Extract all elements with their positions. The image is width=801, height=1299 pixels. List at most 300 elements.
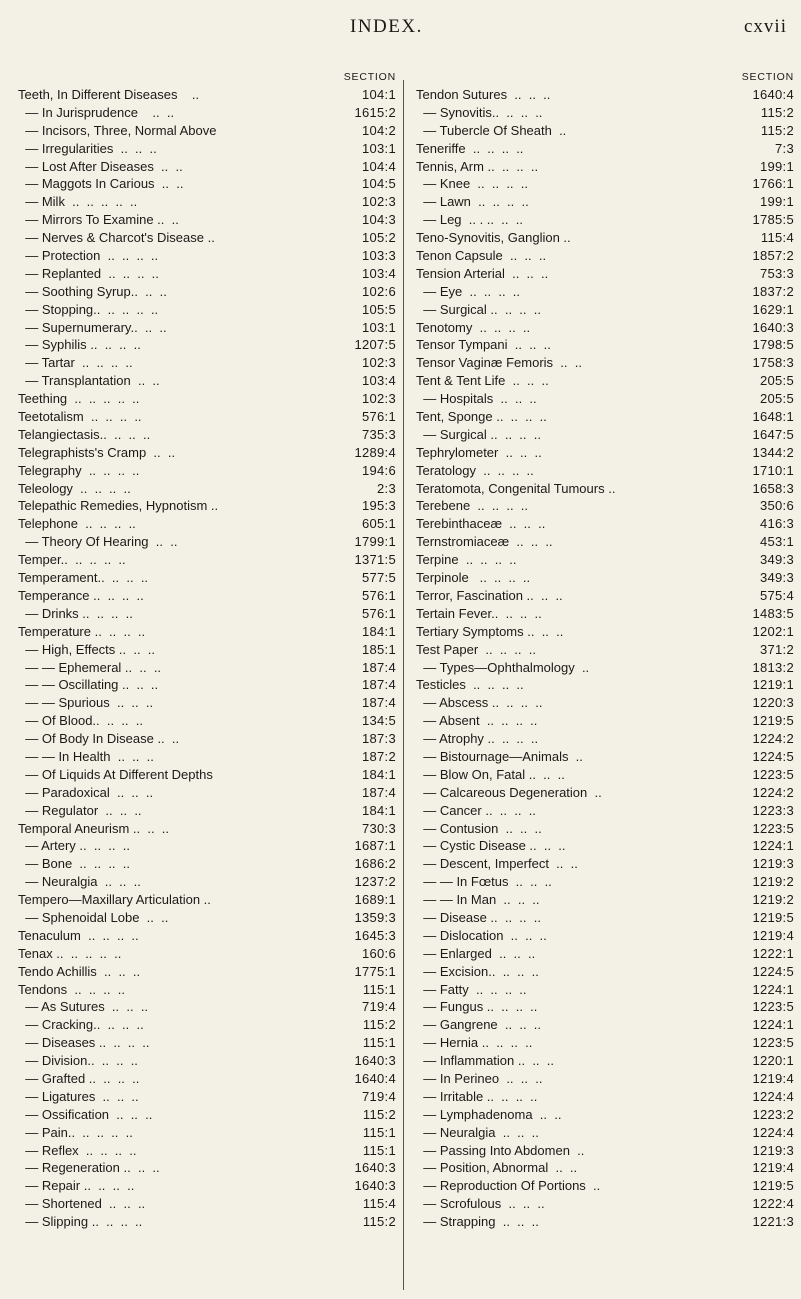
- index-entry: [18, 1016, 396, 1034]
- section-reference: 1222:1: [752, 945, 794, 961]
- index-entry: [18, 390, 396, 408]
- section-reference: 104:2: [361, 122, 396, 138]
- section-reference: 115:1: [362, 981, 396, 997]
- section-reference: 105:2: [361, 230, 396, 246]
- section-reference: 187:3: [361, 731, 396, 747]
- section-reference: 187:4: [361, 677, 396, 693]
- index-term: — Stopping.. .. .. .. ..: [18, 301, 159, 317]
- index-term: — Artery .. .. .. ..: [18, 838, 130, 854]
- section-reference: 1758:3: [752, 355, 794, 371]
- index-term: — Surgical .. .. .. ..: [416, 301, 541, 317]
- section-reference: 1224:1: [752, 1017, 794, 1033]
- section-reference: 115:1: [362, 1124, 396, 1140]
- index-entry: [416, 319, 794, 337]
- index-entry: [18, 354, 396, 372]
- index-term: — Disease .. .. .. ..: [416, 909, 541, 925]
- index-term: — Enlarged .. .. ..: [416, 945, 536, 961]
- index-term: — Dislocation .. .. ..: [416, 927, 547, 943]
- section-reference: 1219:2: [752, 892, 794, 908]
- index-term: — Hernia .. .. .. ..: [416, 1035, 533, 1051]
- index-term: — — In Fœtus .. .. ..: [416, 874, 552, 890]
- index-entry: [416, 676, 794, 694]
- index-entry: [18, 372, 396, 390]
- index-term: — Repair .. .. .. ..: [18, 1178, 135, 1194]
- section-reference: 187:4: [361, 784, 396, 800]
- index-term: Temperament.. .. .. ..: [18, 570, 149, 586]
- index-term: — — Spurious .. .. ..: [18, 695, 154, 711]
- page-header: [0, 10, 801, 40]
- section-reference: 735:3: [361, 426, 396, 442]
- section-column-header: SECTION: [741, 71, 794, 83]
- section-reference: 1344:2: [752, 444, 794, 460]
- index-entry: [18, 247, 396, 265]
- section-reference: 1224:1: [752, 838, 794, 854]
- section-reference: 577:5: [361, 570, 396, 586]
- index-term: — Blow On, Fatal .. .. ..: [416, 766, 565, 782]
- section-reference: 1615:2: [354, 104, 396, 120]
- index-entry: [18, 319, 396, 337]
- index-term: — Slipping .. .. .. ..: [18, 1214, 143, 1230]
- index-entry: [18, 605, 396, 623]
- index-entry: [18, 873, 396, 891]
- section-reference: 1359:3: [354, 909, 396, 925]
- column-divider: [403, 80, 404, 1290]
- index-term: — Nerves & Charcot's Disease ..: [18, 230, 215, 246]
- index-term: — High, Effects .. .. ..: [18, 641, 156, 657]
- index-entry: [416, 480, 794, 498]
- section-reference: 1640:4: [354, 1070, 396, 1086]
- index-term: — — In Man .. .. ..: [416, 892, 540, 908]
- index-term: — Abscess .. .. .. ..: [416, 695, 543, 711]
- index-term: — Cracking.. .. .. ..: [18, 1017, 144, 1033]
- index-entry: [18, 641, 396, 659]
- index-entry: [416, 569, 794, 587]
- index-entry: [416, 211, 794, 229]
- index-entry: [416, 1070, 794, 1088]
- index-term: — Atrophy .. .. .. ..: [416, 731, 539, 747]
- index-term: — Neuralgia .. .. ..: [416, 1124, 539, 1140]
- index-term: Teneriffe .. .. .. ..: [416, 140, 524, 156]
- section-reference: 1220:1: [752, 1053, 794, 1069]
- index-term: — Inflammation .. .. ..: [416, 1053, 554, 1069]
- section-reference: 1224:1: [752, 981, 794, 997]
- index-term: Teno-Synovitis, Ganglion ..: [416, 230, 571, 246]
- section-reference: 416:3: [759, 516, 794, 532]
- index-term: — Fungus .. .. .. ..: [416, 999, 538, 1015]
- index-term: — Shortened .. .. ..: [18, 1196, 146, 1212]
- index-term: Tendo Achillis .. .. ..: [18, 963, 141, 979]
- section-reference: 575:4: [759, 587, 794, 603]
- section-reference: 1798:5: [752, 337, 794, 353]
- index-term: — Calcareous Degeneration ..: [416, 784, 602, 800]
- index-term: — Incisors, Three, Normal Above: [18, 122, 217, 138]
- index-entry: [18, 659, 396, 677]
- section-reference: 1223:2: [752, 1106, 794, 1122]
- index-entry: [18, 1052, 396, 1070]
- section-reference: 1289:4: [354, 444, 396, 460]
- index-term: — Tartar .. .. .. ..: [18, 355, 133, 371]
- index-entry: [18, 1034, 396, 1052]
- index-term: Telepathic Remedies, Hypnotism ..: [18, 498, 219, 514]
- index-term: Terebinthaceæ .. .. ..: [416, 516, 546, 532]
- section-reference: 1219:4: [752, 1070, 794, 1086]
- section-reference: 1202:1: [752, 623, 794, 639]
- section-reference: 1645:3: [354, 927, 396, 943]
- index-term: — Fatty .. .. .. ..: [416, 981, 527, 997]
- section-reference: 349:3: [759, 552, 794, 568]
- index-term: Teeth, In Different Diseases ..: [18, 87, 200, 102]
- section-reference: 1224:4: [752, 1088, 794, 1104]
- index-term: — Neuralgia .. .. ..: [18, 874, 141, 890]
- index-entry: [416, 175, 794, 193]
- section-reference: 187:4: [361, 659, 396, 675]
- index-entry: [416, 462, 794, 480]
- section-reference: 7:3: [775, 140, 794, 156]
- section-reference: 1219:3: [752, 856, 794, 872]
- index-term: — Replanted .. .. .. ..: [18, 265, 159, 281]
- index-entry: [18, 569, 396, 587]
- section-reference: 134:5: [361, 713, 396, 729]
- index-entry: [416, 587, 794, 605]
- index-term: — Supernumerary.. .. ..: [18, 319, 167, 335]
- index-term: — Surgical .. .. .. ..: [416, 426, 541, 442]
- index-term: — Sphenoidal Lobe .. ..: [18, 909, 169, 925]
- index-entry: [416, 336, 794, 354]
- index-term: — Lawn .. .. .. ..: [416, 194, 529, 210]
- index-term: — Protection .. .. .. ..: [18, 248, 159, 264]
- index-term: Teetotalism .. .. .. ..: [18, 409, 142, 425]
- index-entry: [18, 784, 396, 802]
- index-term: — Maggots In Carious .. ..: [18, 176, 184, 192]
- index-entry: [18, 122, 396, 140]
- section-reference: 1837:2: [752, 283, 794, 299]
- index-term: — Excision.. .. .. ..: [416, 963, 539, 979]
- section-reference: 576:1: [361, 605, 396, 621]
- index-entry: [18, 193, 396, 211]
- section-reference: 1640:3: [354, 1178, 396, 1194]
- index-term: — Lost After Diseases .. ..: [18, 158, 183, 174]
- section-reference: 1223:5: [752, 820, 794, 836]
- index-entry: [416, 140, 794, 158]
- index-term: Temperature .. .. .. ..: [18, 623, 146, 639]
- index-entry: [416, 426, 794, 444]
- index-term: Tephrylometer .. .. ..: [416, 444, 542, 460]
- index-term: Telegraphy .. .. .. ..: [18, 462, 140, 478]
- section-reference: 1207:5: [354, 337, 396, 353]
- section-reference: 1483:5: [752, 605, 794, 621]
- section-reference: 205:5: [759, 373, 794, 389]
- section-reference: 1220:3: [752, 695, 794, 711]
- index-term: — Pain.. .. .. .. ..: [18, 1124, 133, 1140]
- section-reference: 1223:5: [752, 999, 794, 1015]
- section-reference: 115:4: [362, 1196, 396, 1212]
- index-entry: [416, 551, 794, 569]
- section-reference: 103:1: [361, 319, 396, 335]
- index-term: — Of Liquids At Different Depths: [18, 766, 213, 782]
- section-reference: 104:4: [361, 158, 396, 174]
- index-term: — Passing Into Abdomen ..: [416, 1142, 585, 1158]
- section-reference: 102:6: [361, 283, 396, 299]
- index-term: — — In Health .. .. ..: [18, 748, 154, 764]
- index-term: — As Sutures .. .. ..: [18, 999, 149, 1015]
- index-term: — Transplantation .. ..: [18, 373, 160, 389]
- index-term: Telangiectasis.. .. .. ..: [18, 426, 151, 442]
- index-entry: [18, 981, 396, 999]
- section-reference: 605:1: [361, 516, 396, 532]
- index-entry: [416, 1052, 794, 1070]
- index-term: Tendon Sutures .. .. ..: [416, 87, 551, 102]
- section-reference: 1766:1: [752, 176, 794, 192]
- index-term: — Milk .. .. .. .. ..: [18, 194, 138, 210]
- page-title: INDEX.: [350, 16, 423, 37]
- index-entry: [18, 766, 396, 784]
- index-term: — Lymphadenoma .. ..: [416, 1106, 562, 1122]
- index-term: Temporal Aneurism .. .. ..: [18, 820, 169, 836]
- section-reference: 349:3: [759, 570, 794, 586]
- section-reference: 719:4: [361, 999, 396, 1015]
- section-reference: 1799:1: [354, 534, 396, 550]
- right-column: [416, 71, 794, 1231]
- index-term: — Descent, Imperfect .. ..: [416, 856, 578, 872]
- section-reference: 115:1: [362, 1142, 396, 1158]
- index-entry: [416, 963, 794, 981]
- index-entry: [18, 837, 396, 855]
- index-entry: [416, 86, 794, 104]
- section-reference: 1219:1: [752, 677, 794, 693]
- index-term: — Types—Ophthalmology ..: [416, 659, 590, 675]
- section-reference: 185:1: [361, 641, 396, 657]
- index-entry: [18, 1088, 396, 1106]
- index-entry: [416, 981, 794, 999]
- index-entry: [18, 551, 396, 569]
- index-term: Tenaculum .. .. .. ..: [18, 927, 139, 943]
- section-reference: 1224:5: [752, 748, 794, 764]
- index-entry: [18, 265, 396, 283]
- section-reference: 1775:1: [354, 963, 396, 979]
- index-entry: [18, 175, 396, 193]
- index-term: — In Jurisprudence .. ..: [18, 104, 175, 120]
- section-reference: 1813:2: [752, 659, 794, 675]
- index-term: Tension Arterial .. .. ..: [416, 265, 549, 281]
- index-entry: [18, 104, 396, 122]
- index-entry: [18, 1124, 396, 1142]
- section-reference: 1237:2: [354, 874, 396, 890]
- index-entry: [416, 712, 794, 730]
- index-term: Telegraphists's Cramp .. ..: [18, 444, 176, 460]
- index-entry: [416, 390, 794, 408]
- section-reference: 1223:5: [752, 1035, 794, 1051]
- index-entry: [416, 1142, 794, 1160]
- index-term: Temperance .. .. .. ..: [18, 587, 144, 603]
- index-term: — — Oscillating .. .. ..: [18, 677, 159, 693]
- index-entry: [18, 891, 396, 909]
- section-reference: 1224:2: [752, 731, 794, 747]
- section-reference: 184:1: [361, 623, 396, 639]
- section-reference: 1710:1: [752, 462, 794, 478]
- section-reference: 1640:3: [354, 1053, 396, 1069]
- index-entry: [18, 1213, 396, 1231]
- section-reference: 199:1: [759, 194, 794, 210]
- index-entry: [416, 283, 794, 301]
- index-entry: [18, 945, 396, 963]
- index-entry: [416, 855, 794, 873]
- index-entry: [416, 748, 794, 766]
- index-term: — Diseases .. .. .. ..: [18, 1035, 150, 1051]
- section-reference: 187:4: [361, 695, 396, 711]
- index-term: Tertain Fever.. .. .. ..: [416, 605, 542, 621]
- index-term: — Syphilis .. .. .. ..: [18, 337, 141, 353]
- index-term: — Eye .. .. .. ..: [416, 283, 521, 299]
- section-reference: 1629:1: [752, 301, 794, 317]
- index-term: Ternstromiaceæ .. .. ..: [416, 534, 553, 550]
- index-entry: [416, 444, 794, 462]
- index-term: — Irregularities .. .. ..: [18, 140, 157, 156]
- section-reference: 1219:4: [752, 1160, 794, 1176]
- section-reference: 187:2: [361, 748, 396, 764]
- section-reference: 1785:5: [752, 212, 794, 228]
- index-entry: [416, 1213, 794, 1231]
- index-entry: [18, 229, 396, 247]
- index-entry: [18, 998, 396, 1016]
- index-term: — Strapping .. .. ..: [416, 1214, 539, 1230]
- index-entry: [416, 1124, 794, 1142]
- index-entry: [416, 873, 794, 891]
- index-term: Teleology .. .. .. ..: [18, 480, 131, 496]
- index-term: Tertiary Symptoms .. .. ..: [416, 623, 564, 639]
- section-reference: 199:1: [759, 158, 794, 174]
- section-reference: 1219:5: [752, 909, 794, 925]
- index-entry: [416, 515, 794, 533]
- index-entry: [416, 837, 794, 855]
- index-entry: [18, 497, 396, 515]
- index-entry: [18, 1177, 396, 1195]
- index-entry: [18, 140, 396, 158]
- section-reference: 1224:5: [752, 963, 794, 979]
- section-reference: 103:3: [361, 248, 396, 264]
- index-entry: [18, 158, 396, 176]
- index-entry: [416, 301, 794, 319]
- index-term: Tenax .. .. .. .. ..: [18, 945, 122, 961]
- index-entry: [416, 694, 794, 712]
- index-entry: [18, 480, 396, 498]
- section-reference: 1223:5: [752, 766, 794, 782]
- section-reference: 104:1: [361, 87, 396, 102]
- index-entry: [18, 694, 396, 712]
- index-term: — Regeneration .. .. ..: [18, 1160, 160, 1176]
- section-reference: 115:2: [760, 104, 794, 120]
- section-reference: 103:4: [361, 265, 396, 281]
- section-reference: 160:6: [361, 945, 396, 961]
- index-entry: [18, 1142, 396, 1160]
- section-reference: 103:4: [361, 373, 396, 389]
- index-term: — Gangrene .. .. ..: [416, 1017, 541, 1033]
- index-entry: [18, 587, 396, 605]
- index-term: — Contusion .. .. ..: [416, 820, 542, 836]
- section-reference: 1224:2: [752, 784, 794, 800]
- index-term: Teething .. .. .. .. ..: [18, 391, 140, 407]
- index-term: Tensor Vaginæ Femoris .. ..: [416, 355, 582, 371]
- index-entry: [416, 122, 794, 140]
- index-term: — In Perineo .. .. ..: [416, 1070, 543, 1086]
- section-reference: 1640:3: [752, 319, 794, 335]
- index-term: Terror, Fascination .. .. ..: [416, 587, 563, 603]
- section-reference: 1219:5: [752, 713, 794, 729]
- section-reference: 194:6: [361, 462, 396, 478]
- index-term: — Synovitis.. .. .. ..: [416, 104, 543, 120]
- section-reference: 1640:3: [354, 1160, 396, 1176]
- index-term: — Of Blood.. .. .. ..: [18, 713, 143, 729]
- section-reference: 1224:4: [752, 1124, 794, 1140]
- index-term: Teratology .. .. .. ..: [416, 462, 534, 478]
- section-reference: 719:4: [361, 1088, 396, 1104]
- index-entry: [18, 426, 396, 444]
- index-term: — Grafted .. .. .. ..: [18, 1070, 140, 1086]
- index-entry: [416, 945, 794, 963]
- section-reference: 730:3: [361, 820, 396, 836]
- index-entry: [18, 802, 396, 820]
- section-reference: 1222:4: [752, 1196, 794, 1212]
- index-term: — Knee .. .. .. ..: [416, 176, 528, 192]
- index-entry: [18, 1106, 396, 1124]
- index-entry: [416, 408, 794, 426]
- page-number: cxvii: [744, 16, 787, 37]
- section-column-header: SECTION: [343, 71, 396, 83]
- index-entry: [18, 533, 396, 551]
- index-entry: [18, 283, 396, 301]
- index-entry: [416, 730, 794, 748]
- index-term: — — Ephemeral .. .. ..: [18, 659, 162, 675]
- index-entry: [18, 444, 396, 462]
- section-reference: 115:2: [362, 1017, 396, 1033]
- index-entry: [416, 927, 794, 945]
- index-entry: [416, 229, 794, 247]
- index-term: — Scrofulous .. .. ..: [416, 1196, 545, 1212]
- index-term: Telephone .. .. .. ..: [18, 516, 136, 532]
- index-entry: [18, 211, 396, 229]
- index-entry: [416, 1088, 794, 1106]
- index-entry: [416, 998, 794, 1016]
- section-reference: 2:3: [377, 480, 396, 496]
- index-entry: [416, 641, 794, 659]
- index-term: — Irritable .. .. .. ..: [416, 1088, 538, 1104]
- index-entry: [416, 659, 794, 677]
- section-reference: 1647:5: [752, 426, 794, 442]
- index-entry: [18, 1070, 396, 1088]
- section-reference: 184:1: [361, 802, 396, 818]
- index-entry: [416, 158, 794, 176]
- section-reference: 576:1: [361, 587, 396, 603]
- index-term: — Reflex .. .. .. ..: [18, 1142, 137, 1158]
- index-term: — Bone .. .. .. ..: [18, 856, 130, 872]
- section-reference: 1658:3: [752, 480, 794, 496]
- left-column: [18, 71, 396, 1231]
- section-reference: 102:3: [361, 355, 396, 371]
- index-entry: [416, 1016, 794, 1034]
- index-entry: [416, 193, 794, 211]
- index-entry: [416, 891, 794, 909]
- index-entry: [18, 1159, 396, 1177]
- section-reference: 1857:2: [752, 248, 794, 264]
- index-entry: [416, 533, 794, 551]
- index-term: — Paradoxical .. .. ..: [18, 784, 154, 800]
- index-entry: [416, 623, 794, 641]
- section-reference: 115:2: [362, 1214, 396, 1230]
- index-term: — Cystic Disease .. .. ..: [416, 838, 566, 854]
- index-entry: [416, 820, 794, 838]
- section-reference: 1219:5: [752, 1178, 794, 1194]
- section-reference: 1223:3: [752, 802, 794, 818]
- index-term: Tensor Tympani .. .. ..: [416, 337, 551, 353]
